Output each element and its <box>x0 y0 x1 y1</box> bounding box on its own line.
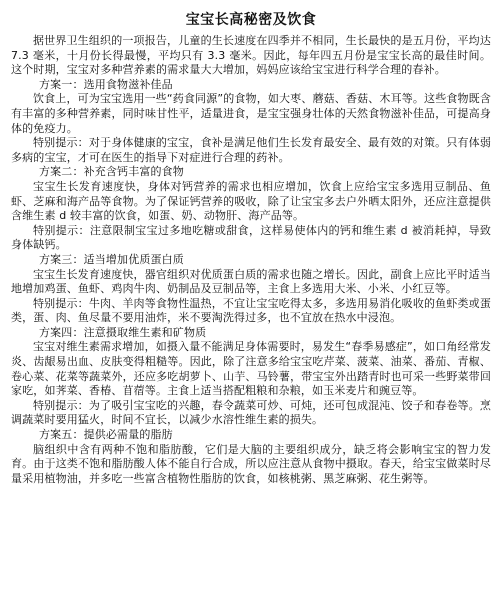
intro-paragraph: 据世界卫生组织的一项报告，儿童的生长速度在四季并不相同，生长最快的是五月份，平均达 7.3 毫米，十月份长得最慢，平均只有 3.3 毫米。因此，每年四五月份是宝宝长高的最佳时间。这个时期，宝宝对多种营养素的需求量大大增加，妈妈应该给宝宝进行科学合理的春补。 <box>11 34 491 77</box>
section-heading-2: 方案二：补充含钙丰富的食物 <box>39 165 184 179</box>
section-heading-3: 方案三：适当增加优质蛋白质 <box>39 252 184 266</box>
section-paragraph: 宝宝生长发育速度快，身体对钙营养的需求也相应增加，饮食上应给宝宝多选用豆制品、鱼虾、芝麻和海产品等食物。为了保证钙营养的吸收，除了让宝宝多去户外晒太阳外，还应注意提供含维生素 d 较丰富的饮食，如蛋、奶、动物肝、海产品等。 <box>11 179 491 223</box>
section-heading-4: 方案四：注意摄取维生素和矿物质 <box>39 325 207 339</box>
section-paragraph: 饮食上，可为宝宝选用一些“药食同源”的食物，如大枣、蘑菇、香菇、木耳等。这些食物既含有丰富的多种营养素，同时味甘性平，适量进食，是宝宝强身壮体的天然食物滋补佳品，可提高身体的免疫力。 <box>11 92 491 135</box>
section-paragraph: 脑组织中含有两种不饱和脂肪酸，它们是大脑的主要组织成分，缺乏将会影响宝宝的智力发育。由于这类不饱和脂肪酸人体不能自行合成，所以应注意从食物中摄取。春天，给宝宝做菜时尽量采用植物油，并多吃一些富含植物性脂肪的饮食，如核桃粥、黑芝麻粥、花生粥等。 <box>11 442 491 485</box>
section-paragraph: 宝宝生长发育速度快，器官组织对优质蛋白质的需求也随之增长。因此，副食上应比平时适当地增加鸡蛋、鱼虾、鸡肉牛肉、奶制品及豆制品等，主食上多选用大米、小米、小红豆等。 <box>11 267 491 296</box>
article-body <box>11 34 491 486</box>
tip-paragraph: 特别提示：对于身体健康的宝宝，食补是满足他们生长发育最安全、最有效的对策。只有体弱多病的宝宝，才可在医生的指导下对症进行合理的药补。 <box>11 136 491 164</box>
tip-paragraph: 特别提示：牛肉、羊肉等食物性温热，不宜让宝宝吃得太多，多选用易消化吸收的鱼虾类或蛋类，蛋、肉、鱼尽量不要用油炸，米不要淘洗得过多，也不宜放在热水中浸泡。 <box>11 296 491 325</box>
tip-paragraph: 特别提示：为了吸引宝宝吃的兴趣，春令蔬菜可炒、可炖，还可包成混沌、饺子和春卷等。烹调蔬菜时要用猛火，时间不宜长，以减少水溶性维生素的损失。 <box>11 398 491 427</box>
tip-paragraph: 特别提示：注意限制宝宝过多地吃糖或甜食，这样易使体内的钙和维生素 d 被消耗掉，导致身体缺钙。 <box>11 223 491 252</box>
article-title: 宝宝长高秘密及饮食 <box>185 12 317 28</box>
section-paragraph: 宝宝对维生素需求增加，如摄入量不能满足身体需要时，易发生“春季易感症”，如口角经常发炎、齿龈易出血、皮肤变得粗糙等。因此，除了注意多给宝宝吃芹菜、菠菜、油菜、番茄、青椒、卷心菜、花菜等蔬菜外，还应多吃胡萝卜、山芋、马铃薯，带宝宝外出踏青时也可采一些野菜带回家吃，如荠菜、香椿、苜蓿等。主食上适当搭配粗粮和杂粮，如玉米麦片和豌豆等。 <box>11 340 491 398</box>
section-heading-5: 方案五：提供必需量的脂肪 <box>39 428 173 442</box>
section-heading-1: 方案一：选用食物滋补佳品 <box>39 77 173 91</box>
